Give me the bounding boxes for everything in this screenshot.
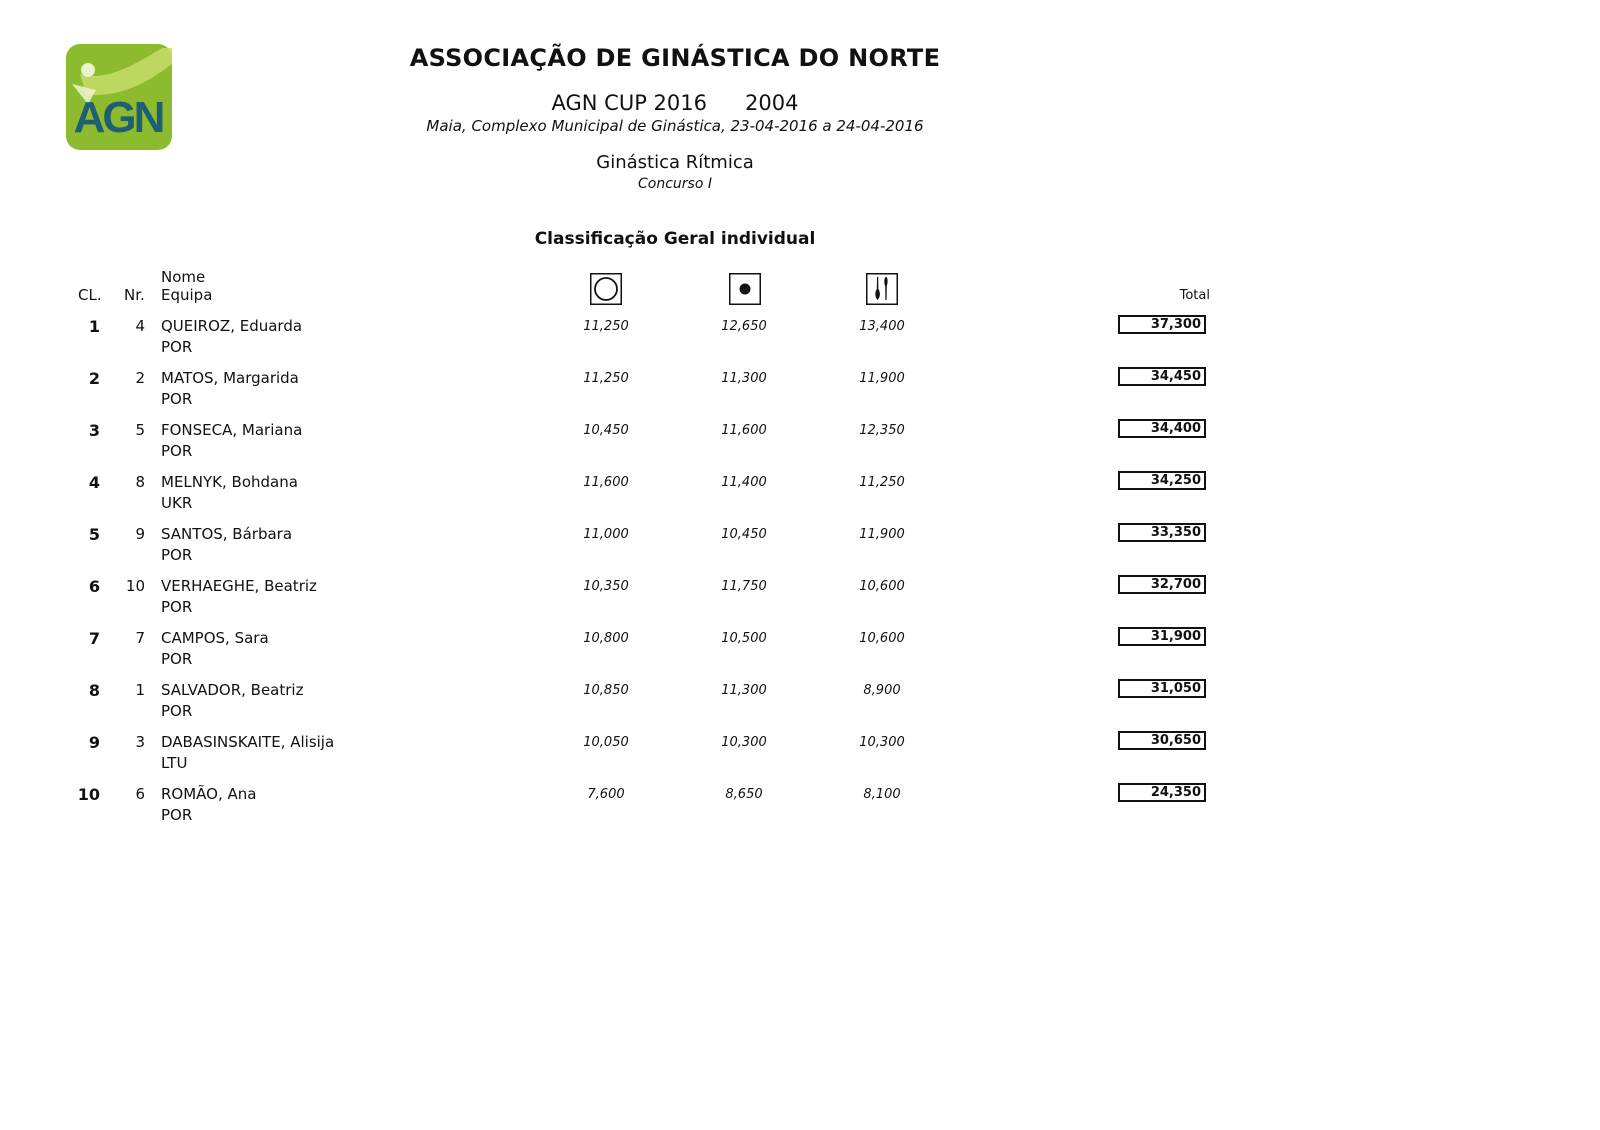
rank: 6 <box>88 577 100 596</box>
competition-year: 2004 <box>745 91 799 115</box>
bib-number: 1 <box>135 681 145 699</box>
hoop-score: 11,000 <box>583 527 629 542</box>
hoop-score: 10,850 <box>583 683 629 698</box>
clubs-score: 8,100 <box>863 787 901 802</box>
total-score: 34,400 <box>1118 419 1206 438</box>
table-row <box>0 369 1600 421</box>
total-score: 31,900 <box>1118 627 1206 646</box>
table-row <box>0 421 1600 473</box>
rank: 9 <box>88 733 100 752</box>
gymnast-name: QUEIROZ, Eduarda <box>161 317 303 335</box>
venue-line: Maia, Complexo Municipal de Ginástica, 23-04-2016 a 24-04-2016 <box>426 117 924 135</box>
contest: Concurso I <box>638 176 712 192</box>
team: POR <box>161 598 193 616</box>
team: POR <box>161 546 193 564</box>
table-row <box>0 317 1600 369</box>
rank: 2 <box>88 369 100 388</box>
competition-name: AGN CUP 2016 <box>551 91 708 115</box>
table-row <box>0 681 1600 733</box>
total-score: 24,350 <box>1118 783 1206 802</box>
clubs-score: 11,900 <box>859 371 905 386</box>
bib-number: 5 <box>135 421 145 439</box>
hoop-score: 10,350 <box>583 579 629 594</box>
ball-score: 11,750 <box>721 579 767 594</box>
ball-score: 12,650 <box>721 319 767 334</box>
bib-number: 8 <box>135 473 145 491</box>
total-score: 32,700 <box>1118 575 1206 594</box>
rank: 5 <box>88 525 100 544</box>
ball-score: 11,300 <box>721 683 767 698</box>
hoop-score: 11,250 <box>583 319 629 334</box>
header-equipa: Equipa <box>161 286 213 304</box>
gymnast-name: ROMÃO, Ana <box>161 785 257 803</box>
team: UKR <box>161 494 193 512</box>
discipline: Ginástica Rítmica <box>596 152 754 173</box>
team: POR <box>161 806 193 824</box>
bib-number: 7 <box>135 629 145 647</box>
total-score: 31,050 <box>1118 679 1206 698</box>
clubs-score: 10,600 <box>859 631 905 646</box>
ball-score: 10,450 <box>721 527 767 542</box>
bib-number: 2 <box>135 369 145 387</box>
table-row <box>0 733 1600 785</box>
bib-number: 9 <box>135 525 145 543</box>
ball-score: 8,650 <box>725 787 763 802</box>
total-score: 30,650 <box>1118 731 1206 750</box>
hoop-score: 11,600 <box>583 475 629 490</box>
clubs-score: 8,900 <box>863 683 901 698</box>
gymnast-name: FONSECA, Mariana <box>161 421 303 439</box>
table-row <box>0 525 1600 577</box>
hoop-score: 11,250 <box>583 371 629 386</box>
hoop-score: 10,800 <box>583 631 629 646</box>
header-total: Total <box>1179 288 1210 303</box>
clubs-score: 11,250 <box>859 475 905 490</box>
rank: 4 <box>88 473 100 492</box>
rank: 7 <box>88 629 100 648</box>
gymnast-name: CAMPOS, Sara <box>161 629 269 647</box>
clubs-score: 11,900 <box>859 527 905 542</box>
ball-score: 11,300 <box>721 371 767 386</box>
bib-number: 3 <box>135 733 145 751</box>
team: POR <box>161 338 193 356</box>
total-score: 34,450 <box>1118 367 1206 386</box>
logo-text: AGN <box>73 93 163 142</box>
table-row <box>0 629 1600 681</box>
bib-number: 6 <box>135 785 145 803</box>
gymnast-name: DABASINSKAITE, Alisija <box>161 733 335 751</box>
team: POR <box>161 442 193 460</box>
team: POR <box>161 390 193 408</box>
header-nr: Nr. <box>124 286 145 304</box>
header-cl: CL. <box>78 286 102 304</box>
ball-score: 10,300 <box>721 735 767 750</box>
gymnast-name: MELNYK, Bohdana <box>161 473 298 491</box>
agn-logo-graphic <box>66 44 172 150</box>
hoop-icon <box>590 273 622 305</box>
table-row <box>0 785 1600 837</box>
clubs-score: 12,350 <box>859 423 905 438</box>
total-score: 33,350 <box>1118 523 1206 542</box>
table-row <box>0 473 1600 525</box>
rank: 10 <box>77 785 100 804</box>
organization-title: ASSOCIAÇÃO DE GINÁSTICA DO NORTE <box>409 44 941 72</box>
clubs-icon <box>866 273 898 305</box>
clubs-score: 10,300 <box>859 735 905 750</box>
agn-logo <box>66 44 172 150</box>
ball-score: 11,400 <box>721 475 767 490</box>
bib-number: 10 <box>125 577 145 595</box>
ball-icon <box>729 273 761 305</box>
competition-line <box>360 91 990 115</box>
total-score: 37,300 <box>1118 315 1206 334</box>
classification-title: Classificação Geral individual <box>534 229 816 249</box>
team: LTU <box>161 754 188 772</box>
gymnast-name: SALVADOR, Beatriz <box>161 681 304 699</box>
ball-score: 11,600 <box>721 423 767 438</box>
clubs-score: 10,600 <box>859 579 905 594</box>
rank: 3 <box>88 421 100 440</box>
gymnast-name: VERHAEGHE, Beatriz <box>161 577 317 595</box>
bib-number: 4 <box>135 317 145 335</box>
team: POR <box>161 650 193 668</box>
rank: 1 <box>88 317 100 336</box>
total-score: 34,250 <box>1118 471 1206 490</box>
clubs-score: 13,400 <box>859 319 905 334</box>
hoop-score: 10,450 <box>583 423 629 438</box>
hoop-score: 10,050 <box>583 735 629 750</box>
team: POR <box>161 702 193 720</box>
gymnast-name: MATOS, Margarida <box>161 369 299 387</box>
ball-score: 10,500 <box>721 631 767 646</box>
table-row <box>0 577 1600 629</box>
hoop-score: 7,600 <box>587 787 625 802</box>
gymnast-name: SANTOS, Bárbara <box>161 525 293 543</box>
header-nome: Nome <box>161 268 206 286</box>
rank: 8 <box>88 681 100 700</box>
